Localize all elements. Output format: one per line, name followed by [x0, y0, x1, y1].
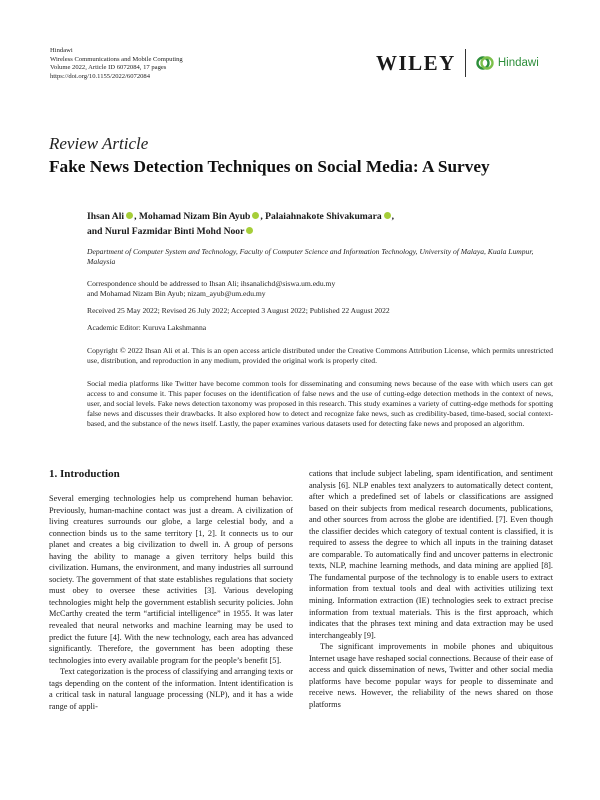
correspondence-line: Correspondence should be addressed to Ihsan Ali; ihsanalichd@siswa.um.edu.my	[87, 279, 336, 288]
author-list: Ihsan Ali , Mohamad Nizam Bin Ayub , Palaiahnakote Shivakumara , and Nurul Fazmidar Binti Mohd Noor	[87, 211, 395, 237]
paragraph: Several emerging technologies help us comprehend human behavior. Previously, human-machine contact was just a dream. A civilization of living creatures surrounds our globe, a large celestial body, and a connection binds us to the same territory [1, 2]. It connects us to our planet and creates a big civilization to dwell in. A group of persons having the ability to manage a given territory helps build this civilization. Humans, the environment, and many industries all surround society. The government of that state establishes regulations that society must obey to oversee these activities [3]. Various developing technologies might help the government establish security policies. John McCarthy created the term “artificial intelligence” in 1955. It was later revealed that neural networks and machine learning may be used to predict the future [4]. With the new technology, each area has advanced significantly. Therefore, the government has been adopting these technologies into every available program for the people’s benefit [5].	[49, 494, 293, 665]
orcid-icon[interactable]	[126, 212, 133, 219]
copyright-notice: Copyright © 2022 Ihsan Ali et al. This is an open access article distributed under the Creative Commons Attribution License, which permits unrestricted use, distribution, and reproduction in any medium, provided the original work is properly cited.	[87, 346, 553, 365]
hindawi-logo	[476, 54, 539, 72]
journal-line: Volume 2022, Article ID 6072084, 17 pages	[50, 64, 167, 72]
publisher-logos	[376, 49, 539, 77]
journal-header	[50, 47, 183, 81]
paragraph: The significant improvements in mobile phones and ubiquitous Internet usage have reshaped social connections. Because of their ease of access and quick dissemination of news, Twitter and other social media platforms have become popular ways for people to disseminate and receive news. However, the reliability of the news shared on those platforms	[309, 642, 553, 709]
paragraph: Text categorization is the process of classifying and arranging texts or tags depending on the content of the information. Intent identification is a critical task in natural language processing (NLP), and it has a wide range of appli-	[49, 667, 293, 711]
author-name[interactable]: Nurul Fazmidar Binti Mohd Noor	[104, 226, 245, 237]
logo-divider	[465, 49, 466, 77]
doi-link[interactable]: https://doi.org/10.1155/2022/6072084	[50, 72, 151, 80]
paragraph: cations that include subject labeling, spam identification, and sentiment analysis [6]. NLP enables text analyzers to automatically detect content, after which a predefined set of labels or classifications are assigned based on their subjects from medical research documents, publications, and other sources from across the globe are identified. [7]. Even though the classifier decides which category of textual content is classified, it is required to assess the degree to which all inputs in the training dataset are comparable. To automatically find and uncover patterns in electronic texts, NLP, machine learning methods, and data mining are applied [8]. The fundamental purpose of the technology is to enable users to extract information from textual tools and deal with activities utilizing text mining. Information extraction (IE) technologies seek to extract precise information from textual materials. This is the first approach, which indicates that the phrases text mining and data extraction may be used interchangeably [9].	[309, 469, 553, 640]
body-column-right	[309, 468, 553, 710]
section-heading: 1. Introduction	[49, 468, 120, 480]
journal-line: Hindawi	[50, 47, 73, 54]
hindawi-icon	[476, 54, 494, 72]
academic-editor: Academic Editor: Kuruva Lakshmanna	[87, 323, 207, 332]
article-type: Review Article	[49, 134, 149, 153]
article-dates: Received 25 May 2022; Revised 26 July 2022; Accepted 3 August 2022; Published 22 August 2022	[87, 306, 390, 315]
wiley-logo: WILEY	[376, 50, 456, 75]
author-name[interactable]: Palaiahnakote Shivakumara	[265, 211, 382, 222]
orcid-icon[interactable]	[384, 212, 391, 219]
orcid-icon[interactable]	[246, 227, 253, 234]
hindawi-wordmark: Hindawi	[497, 57, 539, 69]
journal-line: Wireless Communications and Mobile Computing	[50, 55, 183, 63]
affiliation: Department of Computer System and Technology, Faculty of Computer Science and Information Technology, University of Malaya, Kuala Lumpur, Malaysia	[87, 247, 534, 266]
abstract: Social media platforms like Twitter have become common tools for disseminating and consuming news because of the ease with which users can get access to and consume it. This paper focuses on the identification of false news and the use of cutting-edge detection methods in the context of news, user, and social levels. Fake news detection taxonomy was proposed in this research. This study examines a variety of cutting-edge methods for spotting false news and discusses their drawbacks. It also explored how to detect and recognize fake news, such as credibility-based, time-based, social context-based, and the substance of the news itself. Lastly, the paper examines various datasets used for detecting fake news and proposed an algorithm.	[87, 379, 553, 428]
body-column-left	[49, 468, 293, 712]
author-name[interactable]: Ihsan Ali	[87, 211, 125, 222]
orcid-icon[interactable]	[252, 212, 259, 219]
page-title: Fake News Detection Techniques on Social Media: A Survey	[49, 157, 490, 176]
correspondence-line: and Mohamad Nizam Bin Ayub; nizam_ayub@um.edu.my	[87, 289, 266, 298]
author-name[interactable]: Mohamad Nizam Bin Ayub	[138, 211, 251, 222]
correspondence	[87, 279, 553, 299]
